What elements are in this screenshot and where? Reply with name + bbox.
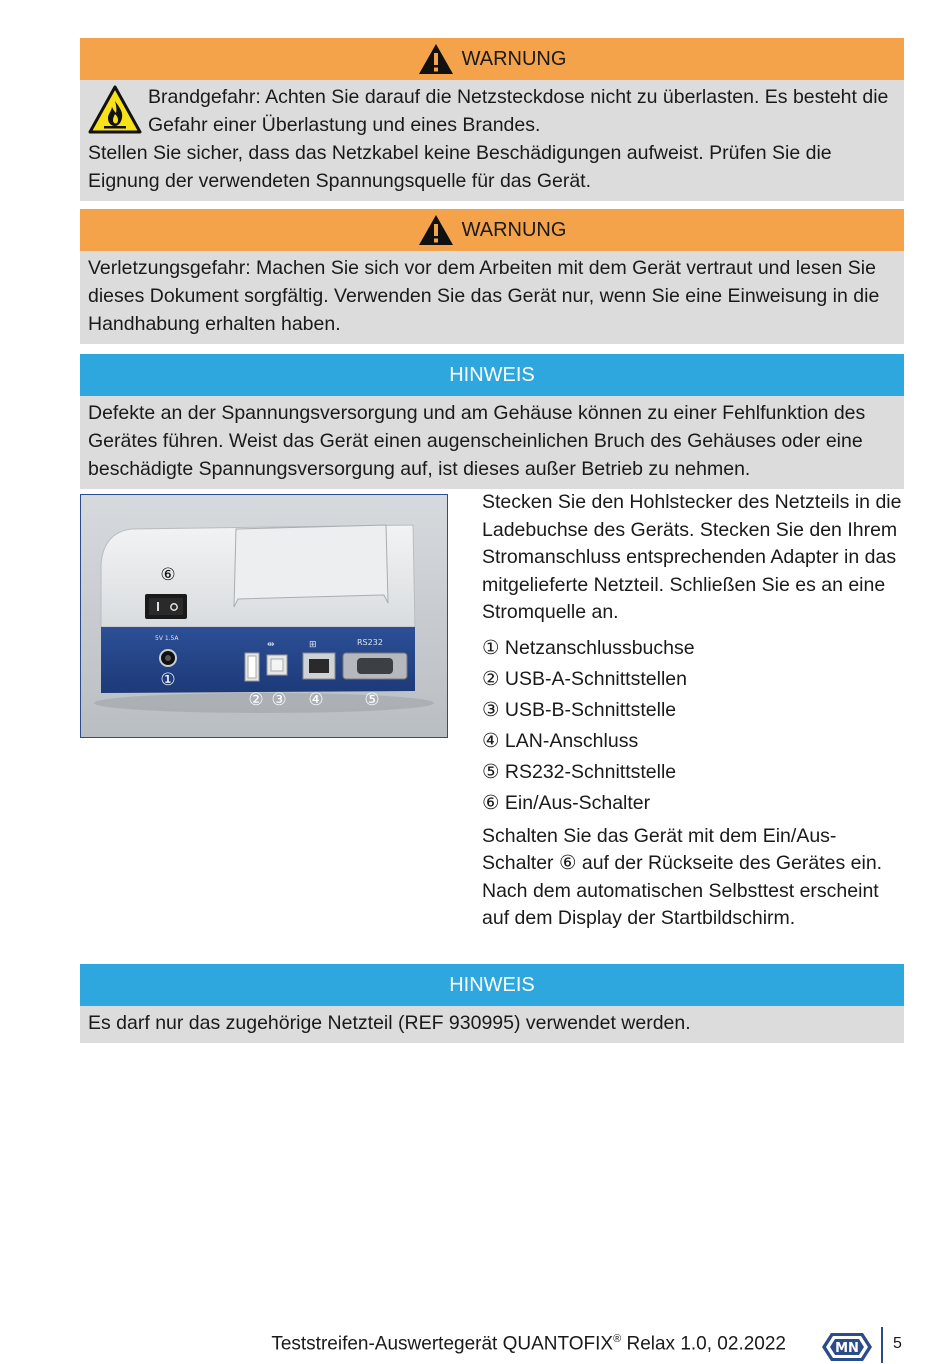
page-footer: [0, 1330, 950, 1364]
marker-4: ④: [308, 690, 324, 710]
instructions-outro: Schalten Sie das Gerät mit dem Ein/Aus-Schalter ⑥ auf der Rückseite des Gerätes ein. Nach dem automatischen Selbsttest erscheint auf dem Display der Startbildschirm.: [482, 824, 883, 929]
marker-5: ⑤: [364, 690, 380, 710]
logo-text: MN: [835, 1341, 859, 1356]
note-title: HINWEIS: [449, 363, 535, 386]
document-title: Teststreifen-Auswertegerät QUANTOFIX® Relax 1.0, 02.2022: [271, 1333, 786, 1355]
note-header: [80, 354, 904, 396]
fire-hazard-icon: [88, 85, 142, 135]
usb-icon: ⇹: [267, 640, 275, 650]
marker-6: ⑥: [160, 565, 176, 585]
warning-box-fire: [80, 38, 904, 201]
note-body: Es darf nur das zugehörige Netzteil (REF 930995) verwendet werden.: [88, 1012, 691, 1034]
marker-1: ①: [160, 670, 176, 690]
fire-hazard-text: Brandgefahr: Achten Sie darauf die Netzsteckdose nicht zu überlasten. Es besteht die Gefahr einer Überlastung und eines Brandes.: [148, 86, 889, 136]
marker-3: ③: [271, 690, 287, 710]
warning-triangle-icon: [418, 214, 454, 246]
warning-title: WARNUNG: [461, 218, 567, 241]
list-item: ④ LAN-Anschluss: [482, 729, 639, 752]
page-number: 5: [893, 1335, 902, 1352]
instructions-intro: Stecken Sie den Hohlstecker des Netzteils in die Ladebuchse des Geräts. Stecken Sie den Ihrem Stromanschluss entsprechenden Adapter in das mitgelieferte Netzteil. Schließen Sie es an eine Stromquelle an.: [482, 491, 902, 623]
warning-title: WARNUNG: [461, 47, 567, 70]
note-title: HINWEIS: [449, 973, 535, 996]
note-box-defects: [80, 354, 904, 489]
connector-list: [482, 633, 902, 819]
list-item: ② USB-A-Schnittstellen: [482, 667, 687, 690]
rs232-label: RS232: [357, 638, 383, 647]
list-item: ⑥ Ein/Aus-Schalter: [482, 791, 651, 814]
warning-triangle-icon: [418, 43, 454, 75]
warning-header: [80, 38, 904, 80]
note-body: Defekte an der Spannungsversorgung und am Gehäuse können zu einer Fehlfunktion des Gerätes führen. Weist das Gerät einen augenscheinlichen Bruch des Gehäuses oder eine beschädigte Spannungsversorgung auf, ist dieses außer Betrieb zu nehmen.: [88, 402, 866, 480]
marker-2: ②: [248, 690, 264, 710]
note-header: [80, 964, 904, 1006]
device-rear-photo: [80, 494, 448, 738]
warning-box-injury: [80, 209, 904, 344]
power-cable-text: Stellen Sie sicher, dass das Netzkabel keine Beschädigungen aufweist. Prüfen Sie die Eignung der verwendeten Spannungsquelle für das Gerät.: [88, 142, 832, 192]
lan-icon: ⊞: [309, 640, 317, 650]
list-item: ① Netzanschlussbuchse: [482, 636, 695, 659]
mn-logo-icon: [821, 1332, 873, 1362]
power-rating-label: 5V 1.5A: [155, 635, 179, 642]
footer-divider: [881, 1327, 883, 1363]
connection-instructions: [482, 489, 902, 939]
warning-body: Verletzungsgefahr: Machen Sie sich vor dem Arbeiten mit dem Gerät vertraut und lesen Sie dieses Dokument sorgfältig. Verwenden Sie das Gerät nur, wenn Sie eine Einweisung in die Handhabung erhalten haben.: [88, 257, 880, 335]
warning-body: [80, 80, 904, 201]
list-item: ⑤ RS232-Schnittstelle: [482, 760, 677, 783]
note-box-power-supply: [80, 964, 904, 1043]
warning-header: [80, 209, 904, 251]
list-item: ③ USB-B-Schnittstelle: [482, 698, 677, 721]
